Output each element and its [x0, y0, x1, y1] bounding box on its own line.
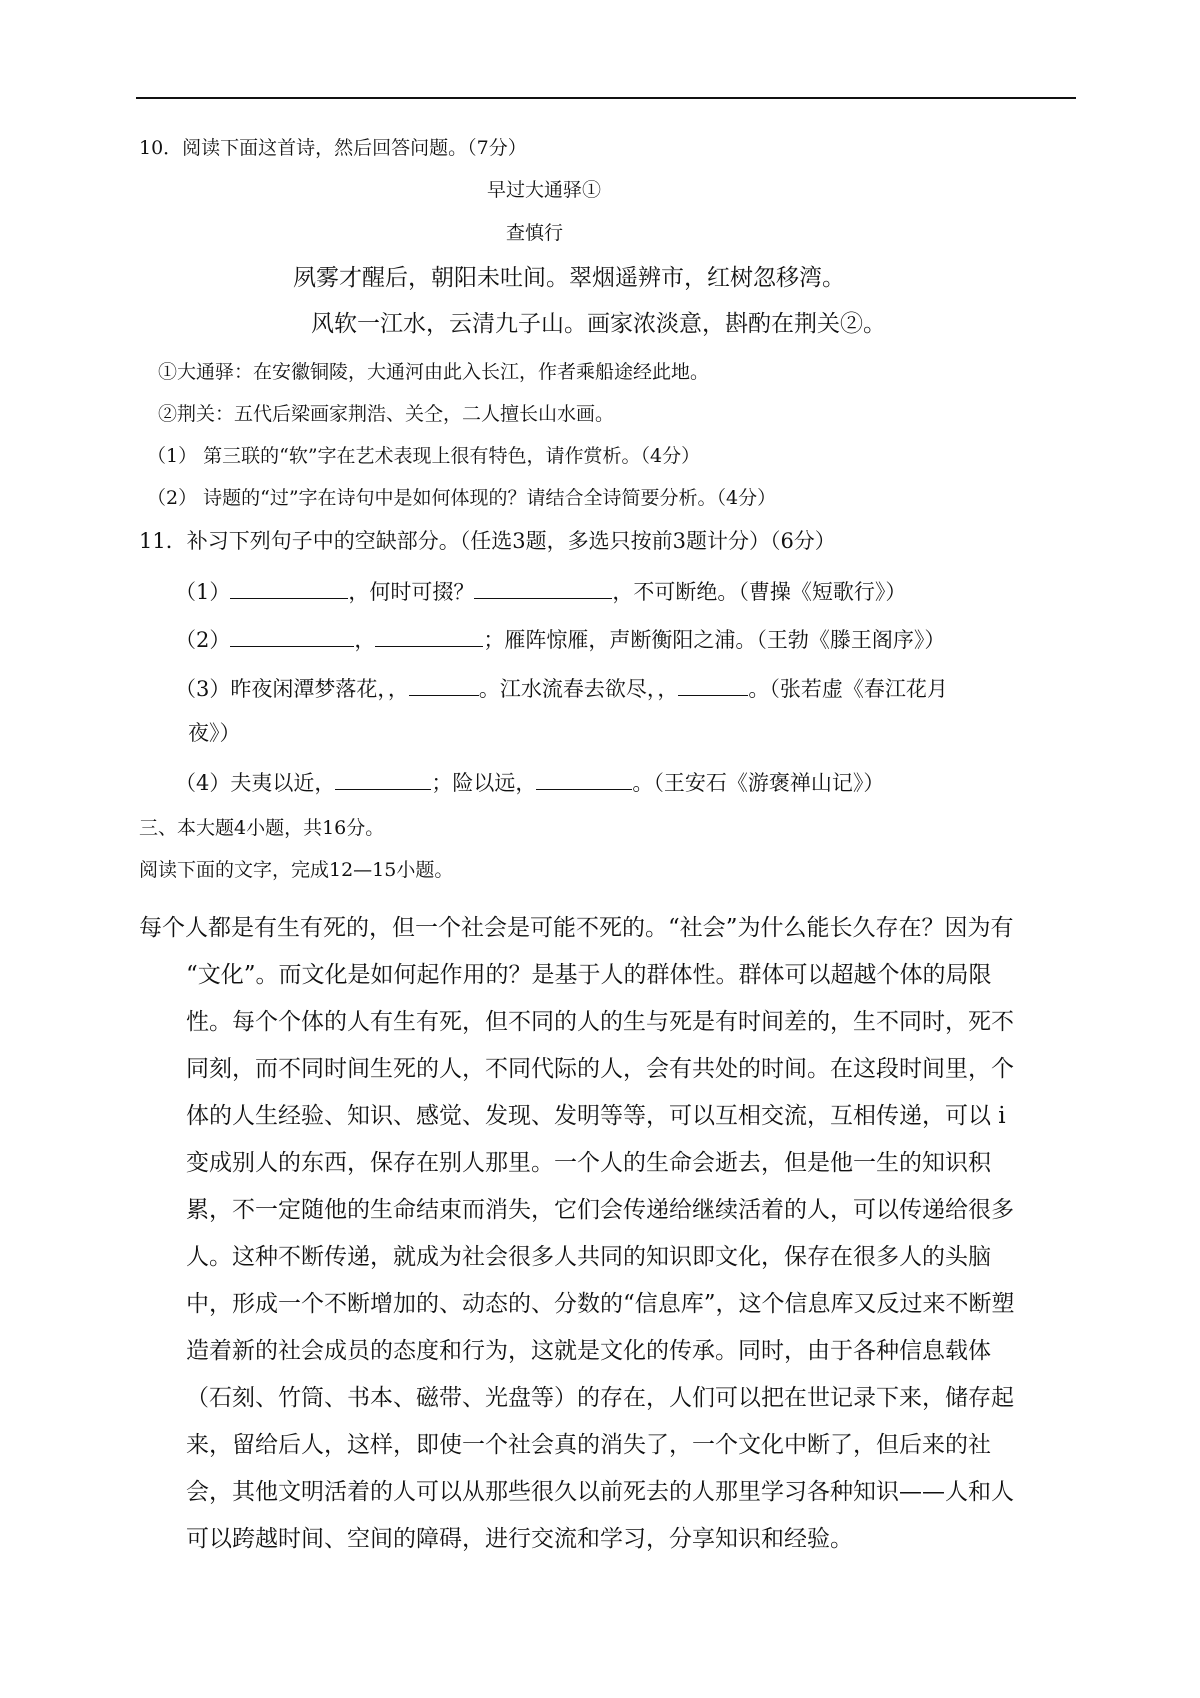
passage-line: 性。每个个体的人有生有死，但不同的人的生与死是有时间差的，生不同时，死不 [186, 1009, 1014, 1035]
poem-note-2: ②荆关：五代后梁画家荆浩、关仝，二人擅长山水画。 [158, 403, 615, 425]
passage-line: 可以跨越时间、空间的障碍，进行交流和学习，分享知识和经验。 [186, 1526, 853, 1552]
passage-line: 造着新的社会成员的态度和行为，这就是文化的传承。同时，由于各种信息载体 [186, 1338, 991, 1364]
q11-item-2-middle: ， [354, 628, 376, 652]
q11-item-4-end: 。（王安石《游褒禅山记》） [632, 771, 885, 795]
answer-blank[interactable] [536, 771, 632, 790]
q11-item-2-end: ；雁阵惊雁，声断衡阳之浦。（王勃《滕王阁序》） [483, 628, 946, 652]
q11-item-4-start: （4）夫夷以近， [175, 771, 336, 795]
q11-item-3-middle: 。江水流春去欲尽，， [478, 677, 679, 701]
q10-sub-question-1: （1） 第三联的“软”字在艺术表现上很有特色，请作赏析。（4分） [147, 445, 701, 467]
q11-item-3-start: （3）昨夜闲潭梦落花，， [175, 677, 409, 701]
q11-item-3-continuation: 夜》） [188, 721, 241, 745]
passage-line: 每个人都是有生有死的，但一个社会是可能不死的。“社会”为什么能长久存在？因为有 [139, 915, 1014, 941]
q11-heading: 11．补习下列句子中的空缺部分。（任选3题，多选只按前3题计分）（6分） [139, 529, 836, 553]
passage-line: “文化”。而文化是如何起作用的？是基于人的群体性。群体可以超越个体的局限 [186, 962, 992, 988]
q11-item-1 [175, 580, 906, 603]
answer-blank[interactable] [409, 677, 479, 696]
passage-line: 累，不一定随他的生命结束而消失，它们会传递给继续活着的人，可以传递给很多 [186, 1197, 1014, 1223]
q11-item-1-end: ，不可断绝。（曹操《短歌行》） [612, 580, 907, 604]
poem-author: 查慎行 [506, 222, 564, 244]
reading-passage [139, 905, 1079, 1563]
q11-item-2-number: （2） [175, 628, 231, 652]
passage-line: （石刻、竹筒、书本、磁带、光盘等）的存在，人们可以把在世记录下来，储存起 [186, 1385, 1014, 1411]
passage-line: 体的人生经验、知识、感觉、发现、发明等等，可以互相交流，互相传递，可以 i [186, 1103, 1006, 1129]
q11-item-3-end: 。（张若虚《春江花月 [748, 677, 948, 701]
q11-item-4 [175, 771, 884, 794]
passage-line: 变成别人的东西，保存在别人那里。一个人的生命会逝去，但是他一生的知识积 [186, 1150, 991, 1176]
q10-heading: 10．阅读下面这首诗，然后回答问题。（7分） [139, 137, 527, 159]
poem-note-1: ①大通驿：在安徽铜陵，大通河由此入长江，作者乘船途经此地。 [158, 361, 710, 383]
answer-blank[interactable] [230, 628, 354, 647]
answer-blank[interactable] [230, 580, 348, 599]
poem-title: 早过大通驿① [487, 179, 602, 201]
answer-blank[interactable] [335, 771, 431, 790]
answer-blank[interactable] [678, 677, 748, 696]
passage-line: 人。这种不断传递，就成为社会很多人共同的知识即文化，保存在很多人的头脑 [186, 1244, 991, 1270]
passage-line: 会，其他文明活着的人可以从那些很久以前死去的人那里学习各种知识——人和人 [186, 1479, 1014, 1505]
passage-line: 来，留给后人，这样，即使一个社会真的消失了，一个文化中断了，但后来的社 [186, 1432, 991, 1458]
q11-item-1-number: （1） [175, 580, 231, 604]
header-rule [136, 97, 1076, 99]
answer-blank[interactable] [474, 580, 612, 599]
section-3-heading: 三、本大题4小题，共16分。 [139, 817, 385, 839]
q11-item-1-middle: ，何时可掇？ [348, 580, 475, 604]
q11-item-3 [175, 677, 948, 700]
q11-item-4-middle: ；险以远， [431, 771, 537, 795]
q10-sub-question-2: （2） 诗题的“过”字在诗句中是如何体现的？请结合全诗简要分析。（4分） [147, 487, 777, 509]
answer-blank[interactable] [375, 628, 483, 647]
poem-line-1: 夙雾才醒后，朝阳未吐间。翠烟遥辨市，红树忽移湾。 [293, 265, 845, 291]
passage-line: 同刻，而不同时间生死的人，不同代际的人，会有共处的时间。在这段时间里，个 [186, 1056, 1014, 1082]
q11-item-2 [175, 628, 945, 651]
section-3-instruction: 阅读下面的文字，完成12—15小题。 [139, 859, 454, 881]
poem-line-2: 风软一江水，云清九子山。画家浓淡意，斟酌在荆关②。 [311, 311, 886, 337]
passage-line: 中，形成一个不断增加的、动态的、分数的“信息库”，这个信息库又反过来不断塑 [186, 1291, 1015, 1317]
